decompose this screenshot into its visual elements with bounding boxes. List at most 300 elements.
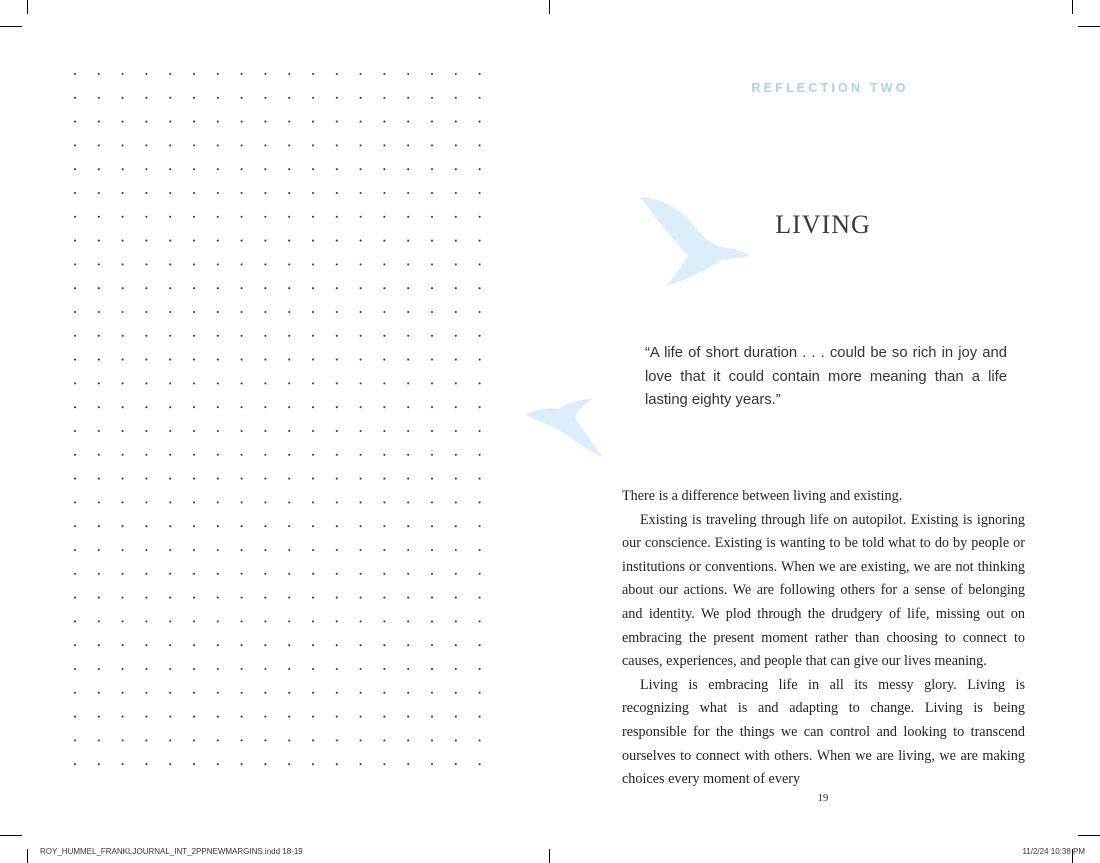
grid-dot (455, 359, 457, 361)
grid-dot (169, 192, 171, 194)
grid-dot (145, 121, 147, 123)
grid-dot (407, 121, 409, 123)
grid-dot (431, 192, 433, 194)
grid-dot (288, 263, 290, 265)
grid-dot (288, 240, 290, 242)
grid-dot (383, 263, 385, 265)
grid-dot (193, 478, 195, 480)
grid-dot (74, 549, 76, 551)
grid-dot (193, 168, 195, 170)
grid-dot (336, 644, 338, 646)
grid-dot (407, 620, 409, 622)
grid-dot (122, 763, 124, 765)
grid-dot (288, 668, 290, 670)
grid-dot (193, 240, 195, 242)
grid-dot (74, 525, 76, 527)
grid-dot (193, 597, 195, 599)
grid-dot (479, 192, 481, 194)
grid-dot (169, 525, 171, 527)
grid-dot (264, 240, 266, 242)
grid-dot (74, 121, 76, 123)
grid-dot (407, 359, 409, 361)
grid-dot (193, 430, 195, 432)
grid-dot (360, 454, 362, 456)
grid-dot (336, 406, 338, 408)
grid-dot (193, 454, 195, 456)
grid-dot (264, 335, 266, 337)
grid-dot (383, 121, 385, 123)
grid-dot (217, 406, 219, 408)
grid-dot (264, 692, 266, 694)
grid-dot (241, 692, 243, 694)
grid-dot (193, 525, 195, 527)
grid-dot (145, 359, 147, 361)
grid-dot (360, 549, 362, 551)
dove-icon (523, 397, 607, 461)
grid-dot (74, 359, 76, 361)
grid-dot (264, 716, 266, 718)
grid-dot (383, 668, 385, 670)
grid-dot (169, 597, 171, 599)
grid-dot (264, 620, 266, 622)
grid-dot (217, 620, 219, 622)
grid-dot (264, 192, 266, 194)
grid-dot (288, 73, 290, 75)
grid-dot (431, 263, 433, 265)
grid-dot (241, 97, 243, 99)
grid-dot (312, 144, 314, 146)
grid-dot (217, 97, 219, 99)
grid-dot (193, 549, 195, 551)
grid-dot (407, 73, 409, 75)
grid-dot (407, 716, 409, 718)
body-paragraph: Living is embracing life in all its messy glory. Living is recognizing what is and adapting to change. Living is being responsible for the things we can control and looking to transcend ourselves to connect with others. When we are living, we are making choices every moment of every (622, 676, 1025, 788)
grid-dot (407, 478, 409, 480)
grid-dot (383, 144, 385, 146)
grid-dot (407, 406, 409, 408)
grid-dot (407, 668, 409, 670)
grid-dot (336, 763, 338, 765)
grid-dot (383, 168, 385, 170)
grid-dot (145, 287, 147, 289)
grid-dot (169, 763, 171, 765)
grid-dot (383, 335, 385, 337)
grid-dot (360, 73, 362, 75)
grid-dot (455, 692, 457, 694)
grid-dot (312, 97, 314, 99)
grid-dot (122, 430, 124, 432)
grid-dot (241, 597, 243, 599)
grid-dot (431, 311, 433, 313)
grid-dot (193, 216, 195, 218)
grid-dot (169, 335, 171, 337)
grid-dot (383, 382, 385, 384)
grid-dot (98, 121, 100, 123)
grid-dot (169, 716, 171, 718)
grid-dot (360, 478, 362, 480)
grid-dot (264, 359, 266, 361)
crop-mark (1078, 835, 1100, 836)
grid-dot (312, 525, 314, 527)
grid-dot (217, 454, 219, 456)
grid-dot (264, 168, 266, 170)
grid-dot (74, 573, 76, 575)
grid-dot (241, 144, 243, 146)
grid-dot (431, 406, 433, 408)
grid-dot (288, 620, 290, 622)
grid-dot (288, 763, 290, 765)
grid-dot (98, 335, 100, 337)
grid-dot (288, 739, 290, 741)
grid-dot (360, 263, 362, 265)
grid-dot (312, 573, 314, 575)
grid-dot (264, 121, 266, 123)
grid-dot (360, 716, 362, 718)
grid-dot (312, 121, 314, 123)
grid-dot (407, 335, 409, 337)
grid-dot (169, 263, 171, 265)
grid-dot (122, 287, 124, 289)
grid-dot (145, 430, 147, 432)
grid-dot (336, 692, 338, 694)
grid-dot (288, 501, 290, 503)
grid-dot (98, 287, 100, 289)
grid-dot (122, 454, 124, 456)
grid-dot (217, 763, 219, 765)
grid-dot (217, 382, 219, 384)
grid-dot (383, 311, 385, 313)
grid-dot (312, 597, 314, 599)
grid-dot (98, 644, 100, 646)
grid-dot (217, 287, 219, 289)
crop-mark (1072, 0, 1073, 14)
grid-dot (479, 168, 481, 170)
grid-dot (431, 597, 433, 599)
grid-dot (479, 739, 481, 741)
grid-dot (145, 501, 147, 503)
grid-dot (217, 73, 219, 75)
grid-dot (336, 573, 338, 575)
grid-dot (455, 716, 457, 718)
grid-dot (360, 739, 362, 741)
grid-dot (145, 597, 147, 599)
grid-dot (312, 406, 314, 408)
grid-dot (193, 406, 195, 408)
grid-dot (360, 644, 362, 646)
grid-dot (383, 287, 385, 289)
grid-dot (455, 573, 457, 575)
grid-dot (431, 430, 433, 432)
body-paragraph: Existing is traveling through life on autopilot. Existing is ignoring our conscience. Existing is wanting to be told what to do by people or institutions or conventions. When we are existing, we are not thinking about our actions. We are following others for a sense of belonging and identity. We plod through the drudgery of life, missing out on embracing the present moment rather than choosing to connect to causes, experiences, and people that can give our lives meaning. (622, 511, 1025, 670)
grid-dot (455, 121, 457, 123)
grid-dot (74, 311, 76, 313)
grid-dot (431, 573, 433, 575)
grid-dot (479, 525, 481, 527)
grid-dot (145, 644, 147, 646)
grid-dot (74, 763, 76, 765)
grid-dot (336, 121, 338, 123)
grid-dot (122, 501, 124, 503)
grid-dot (169, 382, 171, 384)
grid-dot (383, 430, 385, 432)
grid-dot (264, 739, 266, 741)
grid-dot (407, 644, 409, 646)
grid-dot (383, 454, 385, 456)
grid-dot (169, 216, 171, 218)
grid-dot (479, 144, 481, 146)
grid-dot (336, 668, 338, 670)
grid-dot (383, 478, 385, 480)
grid-dot (455, 454, 457, 456)
grid-dot (264, 763, 266, 765)
grid-dot (169, 240, 171, 242)
grid-dot (98, 406, 100, 408)
grid-dot (288, 644, 290, 646)
grid-dot (431, 668, 433, 670)
grid-dot (336, 478, 338, 480)
grid-dot (264, 573, 266, 575)
grid-dot (455, 549, 457, 551)
grid-dot (98, 263, 100, 265)
grid-dot (431, 644, 433, 646)
grid-dot (383, 97, 385, 99)
grid-dot (169, 406, 171, 408)
slug-date-time: 11/2/24 10:38 PM (1022, 847, 1085, 856)
grid-dot (264, 525, 266, 527)
grid-dot (169, 668, 171, 670)
grid-dot (479, 311, 481, 313)
grid-dot (312, 359, 314, 361)
grid-dot (98, 692, 100, 694)
grid-dot (312, 549, 314, 551)
grid-dot (264, 454, 266, 456)
grid-dot (479, 716, 481, 718)
grid-dot (479, 454, 481, 456)
grid-dot (312, 73, 314, 75)
grid-dot (455, 192, 457, 194)
grid-dot (288, 525, 290, 527)
grid-dot (431, 716, 433, 718)
grid-dot (312, 739, 314, 741)
grid-dot (407, 287, 409, 289)
grid-dot (98, 192, 100, 194)
grid-dot (288, 144, 290, 146)
grid-dot (312, 692, 314, 694)
grid-dot (169, 739, 171, 741)
grid-dot (241, 287, 243, 289)
grid-dot (145, 525, 147, 527)
grid-dot (145, 620, 147, 622)
grid-dot (145, 763, 147, 765)
grid-dot (288, 216, 290, 218)
grid-dot (479, 97, 481, 99)
grid-dot (455, 168, 457, 170)
grid-dot (193, 501, 195, 503)
grid-dot (479, 620, 481, 622)
grid-dot (217, 430, 219, 432)
grid-dot (193, 644, 195, 646)
grid-dot (336, 192, 338, 194)
grid-dot (407, 263, 409, 265)
grid-dot (312, 430, 314, 432)
grid-dot (98, 668, 100, 670)
grid-dot (122, 739, 124, 741)
grid-dot (312, 478, 314, 480)
grid-dot (479, 692, 481, 694)
grid-dot (312, 644, 314, 646)
grid-dot (98, 168, 100, 170)
grid-dot (145, 168, 147, 170)
grid-dot (74, 716, 76, 718)
page-number: 19 (817, 793, 829, 804)
grid-dot (74, 192, 76, 194)
grid-dot (312, 287, 314, 289)
grid-dot (145, 311, 147, 313)
grid-dot (169, 478, 171, 480)
grid-dot (74, 73, 76, 75)
grid-dot (74, 692, 76, 694)
grid-dot (98, 549, 100, 551)
grid-dot (288, 192, 290, 194)
grid-dot (122, 692, 124, 694)
grid-dot (336, 97, 338, 99)
grid-dot (312, 763, 314, 765)
grid-dot (241, 620, 243, 622)
dove-icon (636, 192, 752, 292)
grid-dot (407, 525, 409, 527)
grid-dot (431, 454, 433, 456)
grid-dot (264, 263, 266, 265)
grid-dot (169, 121, 171, 123)
grid-dot (288, 549, 290, 551)
grid-dot (479, 287, 481, 289)
grid-dot (169, 573, 171, 575)
section-label: REFLECTION TWO (751, 81, 909, 95)
grid-dot (312, 168, 314, 170)
grid-dot (407, 597, 409, 599)
grid-dot (169, 287, 171, 289)
grid-dot (74, 144, 76, 146)
grid-dot (193, 144, 195, 146)
grid-dot (312, 454, 314, 456)
grid-dot (74, 240, 76, 242)
grid-dot (145, 668, 147, 670)
grid-dot (241, 549, 243, 551)
grid-dot (98, 430, 100, 432)
grid-dot (431, 525, 433, 527)
grid-dot (288, 287, 290, 289)
grid-dot (431, 335, 433, 337)
grid-dot (169, 144, 171, 146)
grid-dot (122, 406, 124, 408)
grid-dot (455, 144, 457, 146)
grid-dot (407, 692, 409, 694)
grid-dot (312, 240, 314, 242)
grid-dot (312, 716, 314, 718)
chapter-title: LIVING (775, 210, 871, 239)
grid-dot (145, 692, 147, 694)
grid-dot (455, 525, 457, 527)
grid-dot (74, 168, 76, 170)
grid-dot (360, 501, 362, 503)
grid-dot (145, 478, 147, 480)
grid-dot (145, 216, 147, 218)
grid-dot (74, 478, 76, 480)
grid-dot (169, 359, 171, 361)
grid-dot (383, 620, 385, 622)
grid-dot (336, 454, 338, 456)
grid-dot (74, 382, 76, 384)
grid-dot (407, 311, 409, 313)
grid-dot (312, 216, 314, 218)
grid-dot (217, 692, 219, 694)
grid-dot (360, 525, 362, 527)
grid-dot (241, 382, 243, 384)
grid-dot (169, 692, 171, 694)
grid-dot (241, 240, 243, 242)
grid-dot (145, 263, 147, 265)
grid-dot (122, 549, 124, 551)
grid-dot (74, 739, 76, 741)
grid-dot (312, 382, 314, 384)
grid-dot (431, 692, 433, 694)
grid-dot (479, 240, 481, 242)
grid-dot (360, 692, 362, 694)
grid-dot (217, 549, 219, 551)
grid-dot (312, 335, 314, 337)
grid-dot (241, 573, 243, 575)
grid-dot (383, 359, 385, 361)
grid-dot (217, 216, 219, 218)
grid-dot (217, 168, 219, 170)
grid-dot (312, 620, 314, 622)
grid-dot (360, 335, 362, 337)
grid-dot (122, 263, 124, 265)
grid-dot (360, 144, 362, 146)
grid-dot (479, 668, 481, 670)
grid-dot (98, 597, 100, 599)
grid-dot (455, 240, 457, 242)
grid-dot (479, 73, 481, 75)
grid-dot (479, 763, 481, 765)
grid-dot (122, 668, 124, 670)
grid-dot (217, 501, 219, 503)
grid-dot (336, 263, 338, 265)
grid-dot (336, 739, 338, 741)
grid-dot (98, 763, 100, 765)
grid-dot (193, 335, 195, 337)
grid-dot (98, 573, 100, 575)
grid-dot (217, 478, 219, 480)
grid-dot (145, 144, 147, 146)
grid-dot (169, 620, 171, 622)
grid-dot (264, 287, 266, 289)
grid-dot (217, 311, 219, 313)
grid-dot (431, 287, 433, 289)
grid-dot (98, 359, 100, 361)
grid-dot (98, 311, 100, 313)
grid-dot (407, 216, 409, 218)
grid-dot (122, 168, 124, 170)
grid-dot (360, 406, 362, 408)
grid-dot (193, 311, 195, 313)
grid-dot (336, 549, 338, 551)
grid-dot (74, 430, 76, 432)
grid-dot (74, 668, 76, 670)
grid-dot (169, 549, 171, 551)
grid-dot (264, 668, 266, 670)
grid-dot (122, 216, 124, 218)
